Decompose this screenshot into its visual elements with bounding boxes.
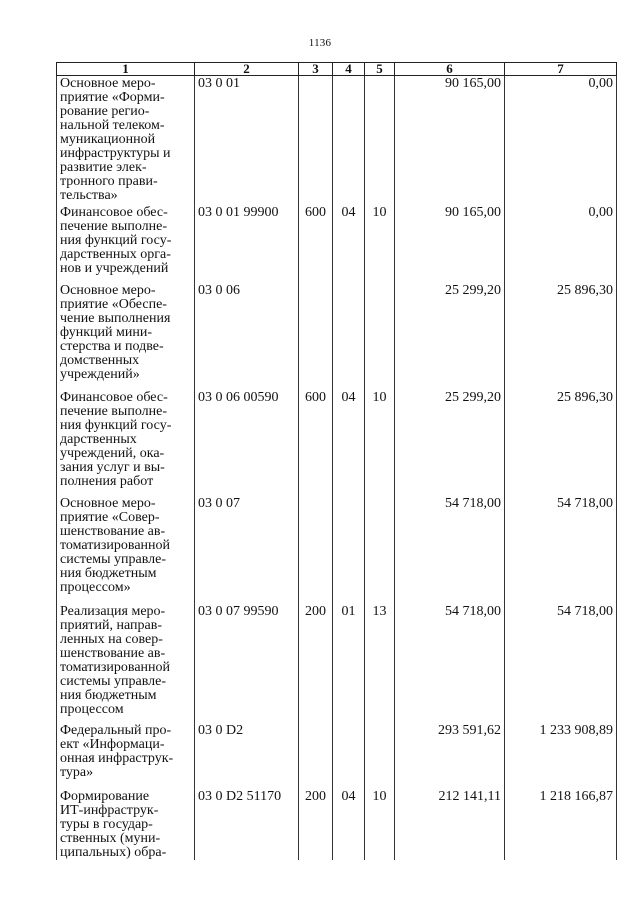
row-col5 bbox=[365, 496, 395, 604]
row-name: Основное меро- приятие «Форми- рование регио- нальной телеком- муникационной инфраструктуры и развитие элек- тронного прави- тельства» bbox=[57, 76, 195, 206]
row-name: Формирование ИТ-инфраструк- туры в государ- ственных (муни- ципальных) обра- bbox=[57, 789, 195, 860]
row-col3: 200 bbox=[299, 789, 333, 860]
column-header-3: 3 bbox=[299, 63, 333, 76]
row-value-7: 1 218 166,87 bbox=[505, 789, 617, 860]
row-col4: 01 bbox=[333, 604, 365, 723]
page-number: 1136 bbox=[308, 37, 332, 49]
row-name: Федеральный про- ект «Информаци- онная инфраструк- тура» bbox=[57, 723, 195, 789]
row-col3 bbox=[299, 283, 333, 390]
column-header-1: 1 bbox=[57, 63, 195, 76]
table-row bbox=[57, 723, 617, 789]
table-row bbox=[57, 604, 617, 723]
row-code: 03 0 07 bbox=[195, 496, 299, 604]
row-value-7: 0,00 bbox=[505, 76, 617, 206]
row-col4: 04 bbox=[333, 205, 365, 283]
row-code: 03 0 D2 51170 bbox=[195, 789, 299, 860]
row-value-7: 1 233 908,89 bbox=[505, 723, 617, 789]
row-value-7: 0,00 bbox=[505, 205, 617, 283]
row-col4 bbox=[333, 76, 365, 206]
row-col3: 200 bbox=[299, 604, 333, 723]
row-name: Основное меро- приятие «Обеспе- чение выполнения функций мини- стерства и подве- домственных учреждений» bbox=[57, 283, 195, 390]
row-code: 03 0 D2 bbox=[195, 723, 299, 789]
table-row bbox=[57, 496, 617, 604]
row-value-6: 212 141,11 bbox=[395, 789, 505, 860]
row-value-6: 25 299,20 bbox=[395, 390, 505, 496]
row-code: 03 0 07 99590 bbox=[195, 604, 299, 723]
row-col5: 10 bbox=[365, 205, 395, 283]
row-value-6: 293 591,62 bbox=[395, 723, 505, 789]
row-value-7: 54 718,00 bbox=[505, 604, 617, 723]
row-col4 bbox=[333, 496, 365, 604]
row-col4: 04 bbox=[333, 789, 365, 860]
row-col5 bbox=[365, 723, 395, 789]
row-col3 bbox=[299, 496, 333, 604]
budget-table bbox=[56, 62, 617, 860]
row-value-6: 25 299,20 bbox=[395, 283, 505, 390]
row-value-7: 25 896,30 bbox=[505, 283, 617, 390]
column-header-7: 7 bbox=[505, 63, 617, 76]
row-col3: 600 bbox=[299, 390, 333, 496]
row-col5: 10 bbox=[365, 789, 395, 860]
row-value-6: 54 718,00 bbox=[395, 604, 505, 723]
row-value-6: 90 165,00 bbox=[395, 76, 505, 206]
table-header-row bbox=[57, 63, 617, 76]
row-col3 bbox=[299, 723, 333, 789]
row-name: Реализация меро- приятий, направ- ленных на совер- шенствование ав- томатизированной системы управле- ния бюджетным процессом bbox=[57, 604, 195, 723]
row-name: Финансовое обес- печение выполне- ния функций госу- дарственных учреждений, ока- зания услуг и вы- полнения работ bbox=[57, 390, 195, 496]
column-header-6: 6 bbox=[395, 63, 505, 76]
row-col5: 13 bbox=[365, 604, 395, 723]
column-header-2: 2 bbox=[195, 63, 299, 76]
row-value-6: 54 718,00 bbox=[395, 496, 505, 604]
row-col3 bbox=[299, 76, 333, 206]
table-row bbox=[57, 789, 617, 860]
table-row bbox=[57, 283, 617, 390]
column-header-5: 5 bbox=[365, 63, 395, 76]
row-value-7: 54 718,00 bbox=[505, 496, 617, 604]
row-col4 bbox=[333, 723, 365, 789]
row-col5 bbox=[365, 76, 395, 206]
column-header-4: 4 bbox=[333, 63, 365, 76]
row-col3: 600 bbox=[299, 205, 333, 283]
table-row bbox=[57, 205, 617, 283]
row-col4 bbox=[333, 283, 365, 390]
row-col5 bbox=[365, 283, 395, 390]
row-name: Финансовое обес- печение выполне- ния функций госу- дарственных орга- нов и учреждений bbox=[57, 205, 195, 283]
row-value-6: 90 165,00 bbox=[395, 205, 505, 283]
table-row bbox=[57, 390, 617, 496]
row-code: 03 0 06 bbox=[195, 283, 299, 390]
row-code: 03 0 01 bbox=[195, 76, 299, 206]
row-code: 03 0 06 00590 bbox=[195, 390, 299, 496]
row-col4: 04 bbox=[333, 390, 365, 496]
row-col5: 10 bbox=[365, 390, 395, 496]
row-code: 03 0 01 99900 bbox=[195, 205, 299, 283]
row-name: Основное меро- приятие «Совер- шенствование ав- томатизированной системы управле- ния бюджетным процессом» bbox=[57, 496, 195, 604]
row-value-7: 25 896,30 bbox=[505, 390, 617, 496]
table-row bbox=[57, 76, 617, 206]
